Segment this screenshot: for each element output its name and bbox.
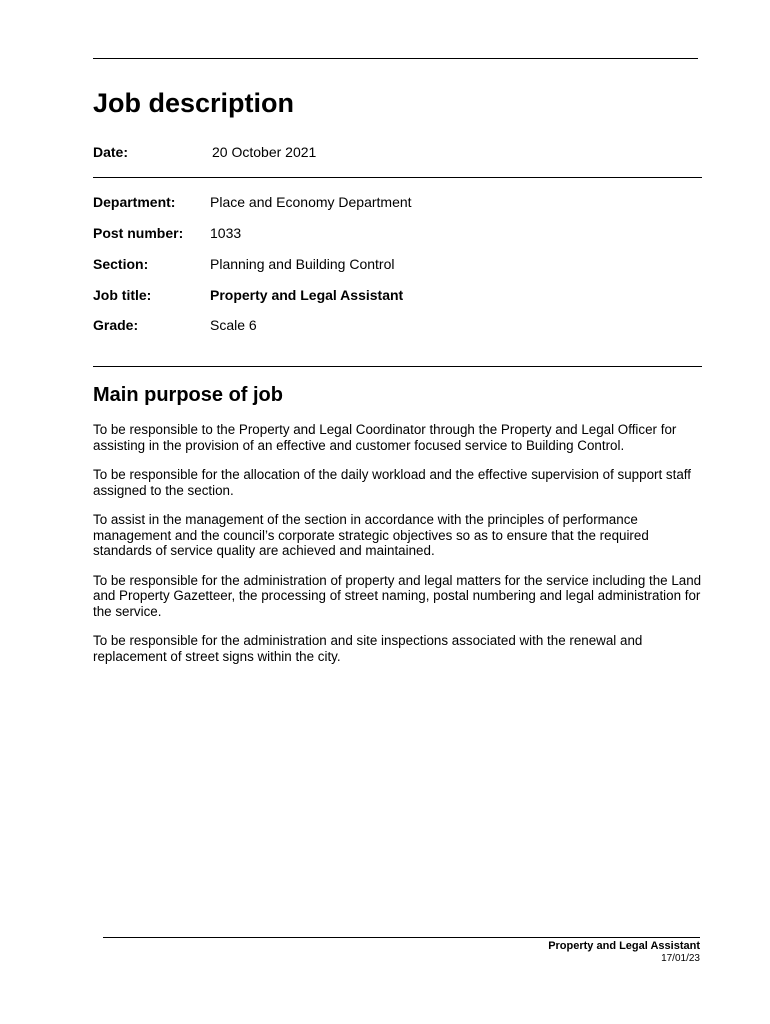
grade-value: Scale 6: [210, 317, 257, 333]
date-label: Date:: [93, 144, 129, 160]
purpose-paragraph: To assist in the management of the section in accordance with the principles of performance management and the council’s corporate strategic objectives so as to ensure that the required standards of service quality are achieved and maintained.: [93, 512, 649, 558]
department-label: Department:: [93, 194, 176, 210]
purpose-paragraph: To be responsible for the administration and site inspections associated with the renewal and replacement of street signs within the city.: [93, 633, 643, 664]
grade-label: Grade:: [93, 317, 139, 333]
section-label: Section:: [93, 256, 149, 272]
post-number-label: Post number:: [93, 225, 184, 241]
department-value: Place and Economy Department: [210, 194, 412, 210]
fields-divider: [93, 366, 702, 367]
footer-date: 17/01/23: [661, 953, 700, 964]
page-footer: [548, 940, 700, 965]
section-value: Planning and Building Control: [210, 256, 395, 272]
document-title: Job description: [93, 88, 295, 118]
job-title-value: Property and Legal Assistant: [210, 287, 404, 303]
main-purpose-heading: Main purpose of job: [93, 384, 283, 406]
footer-divider: [103, 937, 700, 938]
purpose-paragraph: To be responsible for the allocation of the daily workload and the effective supervision of support staff assigned to the section.: [93, 467, 691, 498]
post-number-value: 1033: [210, 225, 242, 241]
purpose-paragraph: To be responsible for the administration of property and legal matters for the service including the Land and Property Gazetteer, the processing of street naming, postal numbering and legal administration for the service.: [93, 572, 702, 619]
top-divider: [93, 58, 698, 59]
date-value: 20 October 2021: [212, 144, 317, 160]
date-divider: [93, 177, 702, 178]
job-title-label: Job title:: [93, 287, 152, 303]
purpose-paragraph: To be responsible to the Property and Legal Coordinator through the Property and Legal Officer for assisting in the provision of an effective and customer focused service to Building Control.: [93, 422, 677, 453]
footer-title: Property and Legal Assistant: [548, 940, 700, 952]
main-purpose-body: [93, 422, 703, 678]
